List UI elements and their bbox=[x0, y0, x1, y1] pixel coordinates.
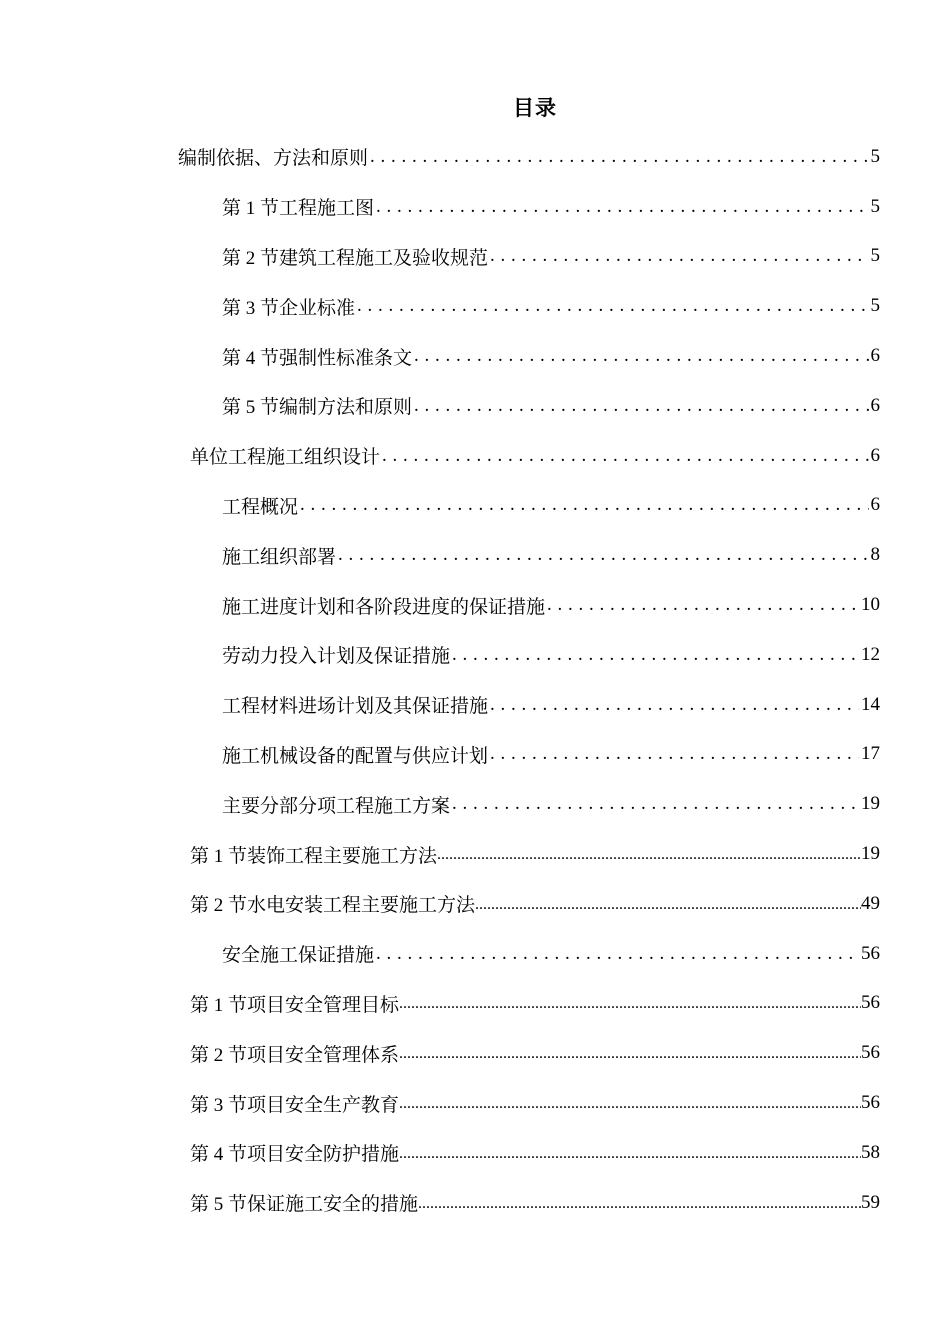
toc-page-number: 19 bbox=[861, 793, 880, 815]
toc-entry-text: 第 5 节编制方法和原则 bbox=[222, 397, 413, 419]
toc-entry[interactable] bbox=[0, 779, 880, 829]
toc-dot-leader bbox=[376, 943, 859, 965]
toc-dot-leader bbox=[490, 245, 868, 267]
toc-entry-text: 第 3 节项目安全生产教育 bbox=[190, 1094, 400, 1116]
toc-entry-text: 第 1 节装饰工程主要施工方法 bbox=[190, 845, 438, 867]
toc-dot-leader bbox=[300, 494, 868, 516]
toc-entry[interactable] bbox=[0, 580, 880, 630]
toc-entry-text: 单位工程施工组织设计 bbox=[190, 447, 381, 469]
toc-page-number: 12 bbox=[861, 643, 880, 665]
toc-entry[interactable] bbox=[0, 431, 880, 481]
toc-entry-text: 第 2 节水电安装工程主要施工方法 bbox=[190, 895, 476, 917]
toc-list bbox=[0, 132, 950, 1228]
toc-dot-leader bbox=[399, 1142, 861, 1164]
toc-page-number: 6 bbox=[870, 494, 880, 516]
toc-dot-leader bbox=[437, 843, 861, 865]
toc-entry-text: 编制依据、方法和原则 bbox=[178, 148, 369, 170]
toc-entry[interactable] bbox=[0, 182, 880, 232]
toc-dot-leader bbox=[357, 295, 868, 317]
toc-dot-leader bbox=[399, 1092, 861, 1114]
toc-page-number: 5 bbox=[870, 145, 880, 167]
toc-dot-leader bbox=[414, 395, 868, 417]
toc-page-number: 5 bbox=[870, 295, 880, 317]
toc-dot-leader bbox=[475, 893, 861, 915]
toc-entry-text: 工程材料进场计划及其保证措施 bbox=[222, 696, 489, 718]
toc-dot-leader bbox=[370, 146, 868, 168]
toc-dot-leader bbox=[490, 743, 859, 765]
toc-page-number: 6 bbox=[870, 345, 880, 367]
toc-entry-text: 劳动力投入计划及保证措施 bbox=[222, 646, 451, 668]
toc-entry[interactable] bbox=[0, 879, 880, 929]
toc-dot-leader bbox=[338, 544, 868, 566]
toc-page-number: 6 bbox=[870, 444, 880, 466]
toc-entry-text: 第 1 节工程施工图 bbox=[222, 198, 375, 220]
toc-entry[interactable] bbox=[0, 680, 880, 730]
toc-page-number: 56 bbox=[861, 942, 880, 964]
toc-dot-leader bbox=[418, 1192, 861, 1214]
toc-page-number: 19 bbox=[861, 843, 880, 865]
toc-page-number: 8 bbox=[870, 544, 880, 566]
toc-entry-text: 第 2 节建筑工程施工及验收规范 bbox=[222, 247, 489, 269]
toc-entry[interactable] bbox=[0, 829, 880, 879]
toc-entry-text: 安全施工保证措施 bbox=[222, 945, 375, 967]
toc-page-number: 56 bbox=[861, 1042, 880, 1064]
toc-page-number: 17 bbox=[861, 743, 880, 765]
toc-page-number: 59 bbox=[861, 1191, 880, 1213]
toc-entry-text: 工程概况 bbox=[222, 496, 299, 518]
toc-entry-text: 第 2 节项目安全管理体系 bbox=[190, 1044, 400, 1066]
toc-page-number: 56 bbox=[861, 992, 880, 1014]
toc-dot-leader bbox=[399, 992, 861, 1014]
toc-entry-text: 主要分部分项工程施工方案 bbox=[222, 795, 451, 817]
toc-entry-text: 第 5 节保证施工安全的措施 bbox=[190, 1194, 419, 1216]
toc-entry-text: 第 1 节项目安全管理目标 bbox=[190, 994, 400, 1016]
toc-page-number: 5 bbox=[870, 195, 880, 217]
toc-dot-leader bbox=[382, 445, 868, 467]
toc-entry[interactable] bbox=[0, 232, 880, 282]
toc-entry-text: 第 4 节项目安全防护措施 bbox=[190, 1144, 400, 1166]
toc-page-number: 5 bbox=[870, 245, 880, 267]
toc-entry[interactable] bbox=[0, 730, 880, 780]
toc-entry[interactable] bbox=[0, 381, 880, 431]
toc-entry-text: 施工机械设备的配置与供应计划 bbox=[222, 745, 489, 767]
toc-entry[interactable] bbox=[0, 1128, 880, 1178]
toc-page-number: 10 bbox=[861, 594, 880, 616]
toc-entry-text: 施工进度计划和各阶段进度的保证措施 bbox=[222, 596, 546, 618]
toc-entry[interactable] bbox=[0, 281, 880, 331]
toc-entry[interactable] bbox=[0, 331, 880, 381]
toc-page-number: 6 bbox=[870, 394, 880, 416]
toc-page-number: 49 bbox=[861, 892, 880, 914]
toc-dot-leader bbox=[490, 694, 859, 716]
toc-page-number: 56 bbox=[861, 1092, 880, 1114]
toc-entry[interactable] bbox=[0, 1028, 880, 1078]
toc-entry[interactable] bbox=[0, 481, 880, 531]
toc-page-number: 58 bbox=[861, 1141, 880, 1163]
toc-entry[interactable] bbox=[0, 1078, 880, 1128]
toc-dot-leader bbox=[452, 793, 859, 815]
toc-dot-leader bbox=[414, 345, 868, 367]
toc-entry-text: 第 3 节企业标准 bbox=[222, 297, 356, 319]
toc-dot-leader bbox=[399, 1042, 861, 1064]
toc-entry-text: 施工组织部署 bbox=[222, 546, 337, 568]
toc-entry[interactable] bbox=[0, 929, 880, 979]
toc-entry[interactable] bbox=[0, 979, 880, 1029]
toc-title: 目录 bbox=[513, 96, 557, 120]
toc-entry[interactable] bbox=[0, 630, 880, 680]
toc-entry[interactable] bbox=[0, 1178, 880, 1228]
toc-dot-leader bbox=[376, 196, 868, 218]
toc-dot-leader bbox=[452, 644, 859, 666]
toc-dot-leader bbox=[547, 594, 859, 616]
toc-entry[interactable] bbox=[0, 530, 880, 580]
toc-entry[interactable] bbox=[0, 132, 880, 182]
toc-page-number: 14 bbox=[861, 693, 880, 715]
toc-entry-text: 第 4 节强制性标准条文 bbox=[222, 347, 413, 369]
